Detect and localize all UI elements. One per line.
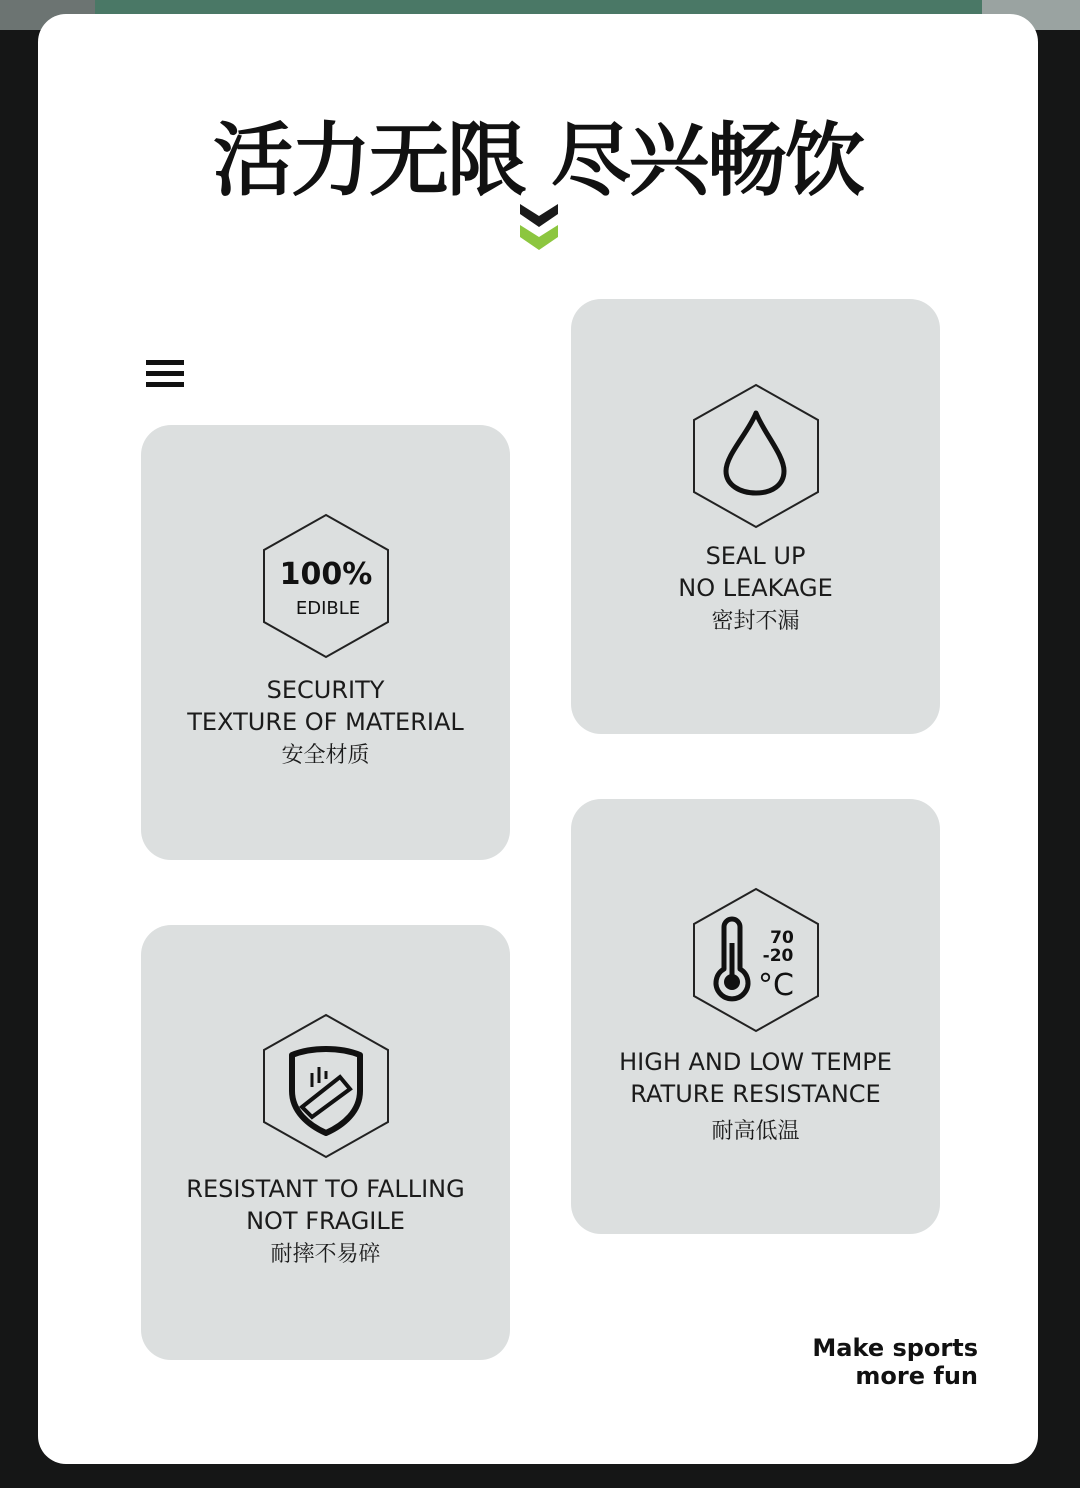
badge-100-edible-icon [262,513,390,659]
top-strip-green [95,0,982,14]
feature-cn: 安全材质 [281,743,370,768]
water-drop-icon [692,383,820,529]
feature-line1: HIGH AND LOW TEMPE [619,1048,892,1076]
feature-line2: NOT FRAGILE [246,1207,405,1235]
tagline [778,1334,978,1390]
feature-cn: 耐高低温 [711,1119,800,1144]
feature-text [141,674,510,772]
thermometer-icon [692,887,820,1033]
badge-sub: EDIBLE [295,598,361,619]
feature-text [571,540,940,638]
feature-card-temperature [571,799,940,1234]
feature-line1: RESISTANT TO FALLING [186,1175,465,1203]
feature-line2: RATURE RESISTANCE [630,1080,881,1108]
feature-text [571,1046,940,1148]
tagline-line2: more fun [855,1362,978,1390]
feature-cn: 耐摔不易碎 [270,1242,381,1267]
tagline-line1: Make sports [812,1334,978,1362]
menu-icon[interactable] [146,360,186,388]
shield-icon [262,1013,390,1159]
headline: 活力无限 尽兴畅饮 [213,114,863,207]
feature-line1: SECURITY [266,676,385,704]
badge-main: 100% [279,557,373,592]
chevron-down-icon [520,204,558,250]
feature-line2: NO LEAKAGE [678,574,833,602]
feature-line1: SEAL UP [705,542,806,570]
feature-cn: 密封不漏 [711,609,800,634]
temp-unit: °C [758,968,794,1003]
temp-high: 70 [770,928,794,948]
content-card [38,14,1038,1464]
feature-text [141,1173,510,1271]
feature-card-seal [571,299,940,734]
feature-card-security [141,425,510,860]
feature-card-falling [141,925,510,1360]
temp-low: -20 [762,946,794,966]
feature-line2: TEXTURE OF MATERIAL [187,708,464,736]
